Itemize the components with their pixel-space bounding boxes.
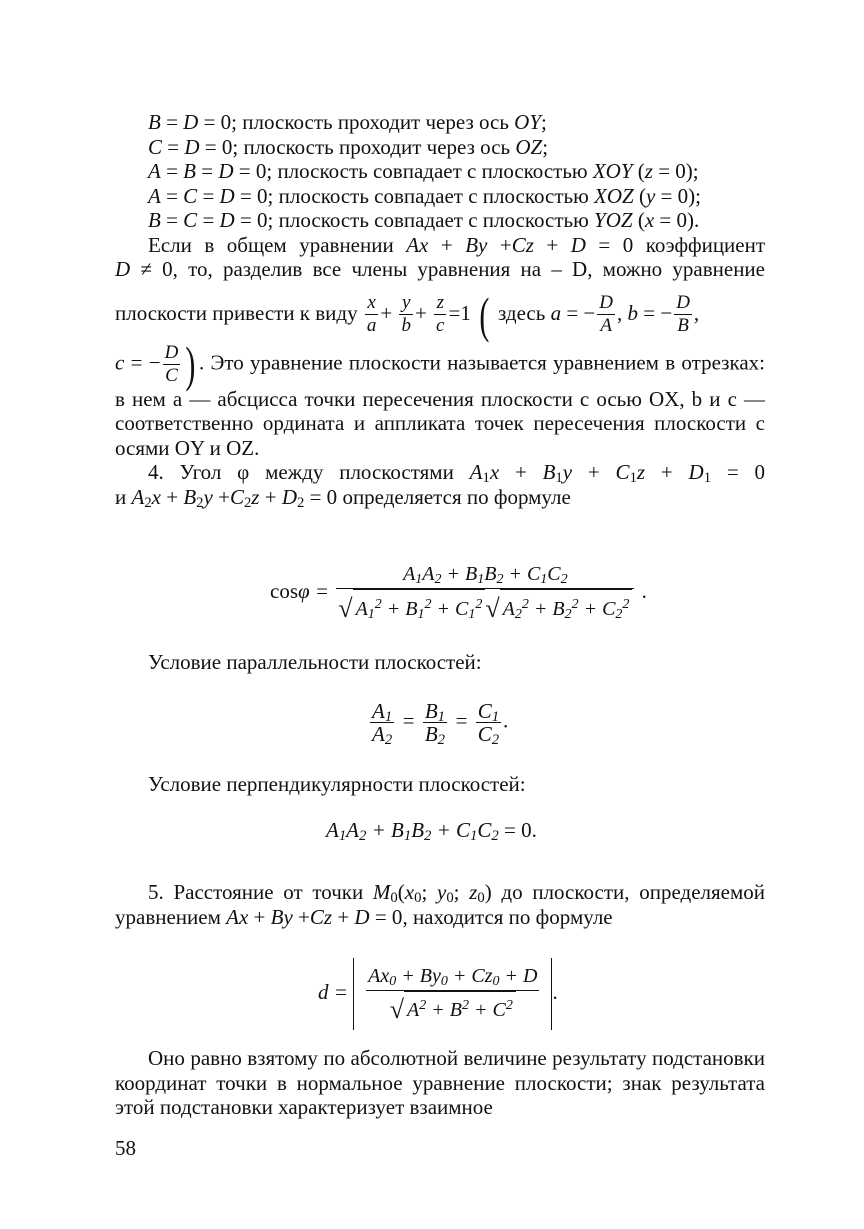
distance-paragraph: 5. Расстояние от точки $M_0(x_0$; $y_0$; $z_0$) до плоскости, определяемой уравнением Ax + By +Cz + D = 0, находится по формуле [115,880,766,929]
distance-formula: d = $\frac{Ax_0 + By_0 + Cz_0 + D}{√ A^2 + B^2 + C^2}$ . [318,958,558,1030]
paragraph-angle: 4. Угол φ между плоскостями $A_1x + B_1y + C_1z + D_1 = 0$ [148,460,766,486]
line-a-c-d: A = C = D = 0; плоскость совпадает с плоскостью XOZ (y = 0); [148,183,701,208]
paragraph-general-equation: Если в общем уравнении Ax + By +Cz + D = 0 коэффициент [148,232,766,257]
line-b-d: B = D = 0; плоскость проходит через ось OY; [148,110,547,134]
line-b-c-d: B = C = D = 0; плоскость совпадает с плоскостью YOZ (x = 0). [148,208,700,232]
paragraph-divide: D ≠ 0, то, разделив все члены уравнения на – D, можно уравнение [115,257,765,281]
cos-angle-formula: cosφ = $\frac{A_1A_2 + B_1B_2 + C_1C_2}{√ A_1^2 + B_1^2 + C_1^2 √ A_2^2 + B_2^2 + C_2^2}$ . [270,560,647,626]
closing-paragraph: Оно равно взятому по абсолютной величине результату подстановки координат точки в нормальное уравнение плоскости; знак результата этой подстановки характеризует взаимное [115,1046,765,1119]
parallel-condition-label: Условие параллельности плоскостей: [148,650,482,674]
body-text [115,110,765,509]
perpendicular-formula: $A_1A_2 + B_1B_2 + C_1C_2 = 0$. [326,818,537,844]
line-c-d: C = D = 0; плоскость проходит через ось OZ; [148,134,549,159]
paragraph-angle-2: и $A_2x + B_2y +C_2z + D_2 = 0$ определяется по формуле [115,484,571,511]
page-number: 58 [115,1136,136,1160]
line-a-b-d: A = B = D = 0; плоскость совпадает с плоскостью XOY (z = 0); [148,159,699,183]
paragraph-intercept-form: плоскости привести к виду $\frac{x}{a}$ + $\frac{y}{b}$ + $\frac{z}{c}$ =1 ( здесь a = − $\frac{D}{A}$ , b = − $\frac{D}{B}$ , [115,286,700,343]
perpendicular-condition-label: Условие перпендикулярности плоскостей: [148,772,526,796]
parallel-formula: $\frac{A_1}{A_2}$ = $\frac{B_1}{B_2}$ = $\frac{C_1}{C_2}$ . [372,699,509,748]
paragraph-intercept-desc: c = − $\frac{D}{C}$ ) . Это уравнение плоскости называется уравнением в отрезках: в нем a — абсцисса точки пересечения плоскости с осью OX, b и c — соответственно ордината и аппликата точек пересечения плоскости с осями OY и OZ. [115,336,766,460]
